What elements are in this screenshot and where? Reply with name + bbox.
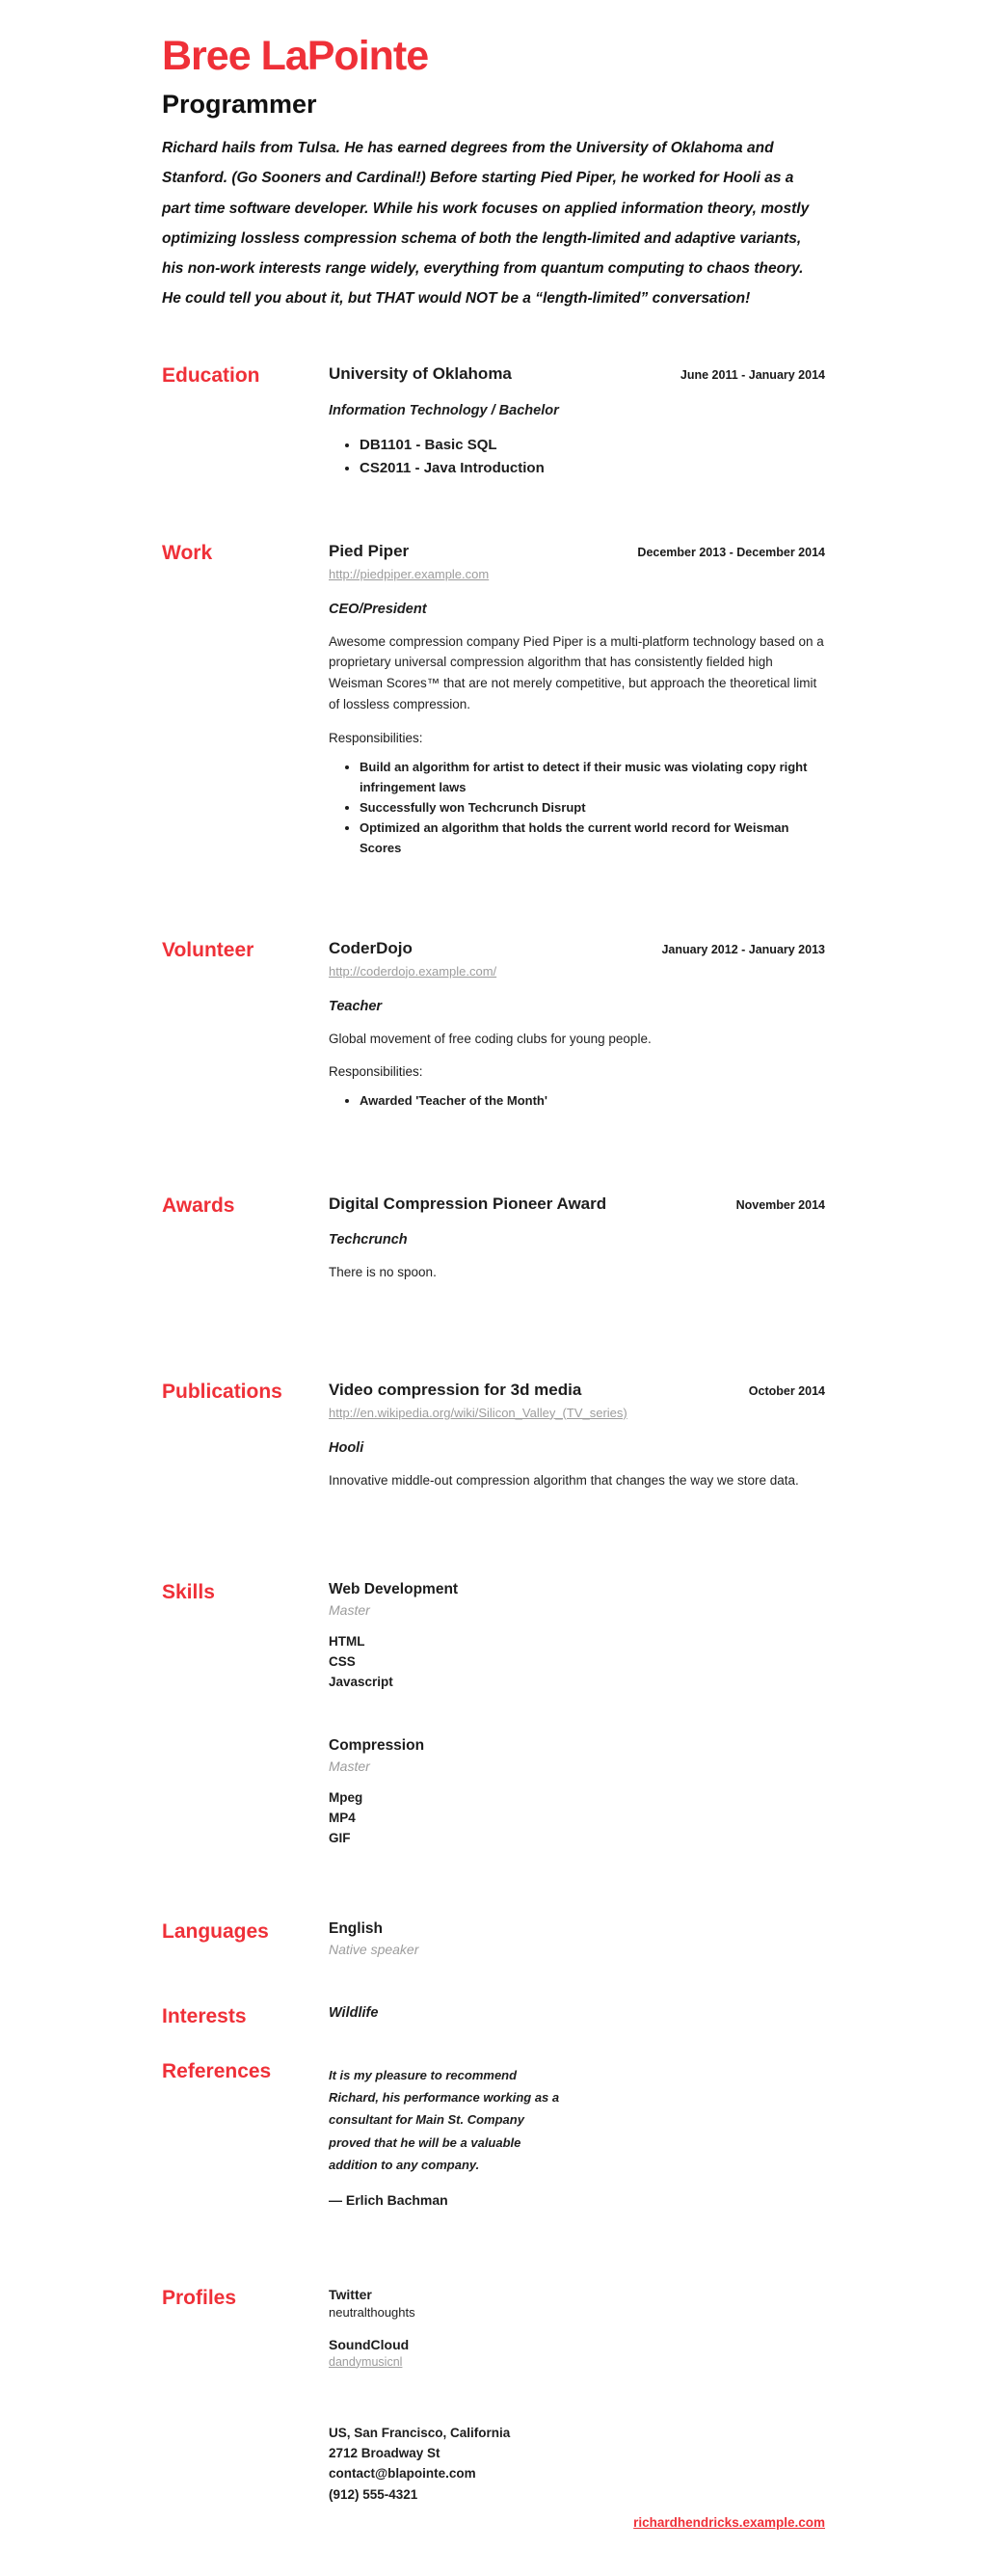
education-entry-head xyxy=(329,364,825,384)
profiles-body xyxy=(329,2287,825,2371)
award-awarder: Techcrunch xyxy=(329,1231,408,1248)
education-body xyxy=(329,364,825,480)
work-heading: Work xyxy=(162,542,213,565)
skills-body xyxy=(329,1581,825,1849)
award-summary: There is no spoon. xyxy=(329,1264,437,1279)
resume-page xyxy=(162,0,825,2576)
interest-name: Wildlife xyxy=(329,2004,379,2021)
course-item: • DB1101 - Basic SQL xyxy=(360,434,825,457)
skill-keywords xyxy=(329,1788,825,1849)
language-fluency: Native speaker xyxy=(329,1941,419,1957)
skill-keyword: Javascript xyxy=(329,1674,393,1689)
work-company: Pied Piper xyxy=(329,542,410,561)
website-link[interactable]: richardhendricks.example.com xyxy=(633,2514,825,2530)
profile-network: Twitter xyxy=(329,2286,372,2302)
education-heading: Education xyxy=(162,363,260,387)
contact-block xyxy=(329,2423,825,2505)
work-highlight: • Successfully won Techcrunch Disrupt xyxy=(360,797,825,818)
work-highlight-list xyxy=(329,757,825,858)
publication-publisher: Hooli xyxy=(329,1439,364,1456)
award-entry-head xyxy=(329,1194,825,1214)
volunteer-responsibilities-label: Responsibilities: xyxy=(329,1064,423,1080)
publication-date: October 2014 xyxy=(748,1384,825,1399)
publication-summary: Innovative middle-out compression algorithm that changes the way we store data. xyxy=(329,1472,799,1488)
reference-quote: It is my pleasure to recommend Richard, his performance working as a consultant for Main St. Company proved that he will be a valuable addition to any company. xyxy=(329,2067,560,2173)
website-row xyxy=(162,2514,825,2532)
section-education xyxy=(162,364,825,480)
volunteer-date: January 2012 - January 2013 xyxy=(661,943,825,957)
language-name: English xyxy=(329,1919,383,1937)
skill-keyword: CSS xyxy=(329,1653,356,1669)
skill-keyword: HTML xyxy=(329,1634,365,1650)
volunteer-highlight-list xyxy=(329,1090,825,1111)
volunteer-body xyxy=(329,939,825,1111)
section-skills xyxy=(162,1581,825,1849)
skill-group xyxy=(329,1737,825,1849)
work-date: December 2013 - December 2014 xyxy=(637,546,825,560)
work-highlight: • Optimized an algorithm that holds the current world record for Weisman Scores xyxy=(360,818,825,858)
skill-level: Master xyxy=(329,1602,370,1619)
contact-phone: (912) 555-4321 xyxy=(329,2486,418,2502)
course-item: • CS2011 - Java Introduction xyxy=(360,457,825,480)
section-volunteer xyxy=(162,939,825,1111)
profile-network: SoundCloud xyxy=(329,2336,410,2352)
section-interests xyxy=(162,2005,825,2027)
section-work xyxy=(162,542,825,858)
section-profiles xyxy=(162,2287,825,2371)
languages-body xyxy=(329,1920,825,1957)
volunteer-position: Teacher xyxy=(329,998,383,1014)
section-awards xyxy=(162,1194,825,1297)
volunteer-url-link[interactable]: http://coderdojo.example.com/ xyxy=(329,963,497,979)
skill-group xyxy=(329,1581,825,1693)
skill-name: Web Development xyxy=(329,1581,459,1598)
work-entry-head xyxy=(329,542,825,561)
section-references xyxy=(162,2060,825,2208)
awards-heading: Awards xyxy=(162,1194,235,1217)
volunteer-summary: Global movement of free coding clubs for young people. xyxy=(329,1031,652,1046)
profile-item-soundcloud xyxy=(329,2337,825,2371)
publications-heading: Publications xyxy=(162,1381,282,1404)
education-date: June 2011 - January 2014 xyxy=(680,367,825,382)
work-summary: Awesome compression company Pied Piper is a multi-platform technology based on a proprietary universal compression algorithm that has consistently fielded high Weisman Scores™ that are not merely competitive, but approach the theoretical limit of lossless compression. xyxy=(329,633,824,712)
references-heading: References xyxy=(162,2059,272,2082)
profiles-heading: Profiles xyxy=(162,2286,237,2309)
profile-summary: Richard hails from Tulsa. He has earned degrees from the University of Oklahoma and Stanford. (Go Sooners and Cardinal!) Before starting Pied Piper, he worked for Hooli as a part time software developer. While his work focuses on applied information theory, mostly optimizing lossless compression schema of both the length-limited and adaptive variants, his non-work interests range widely, everything from quantum computing to chaos theory. He could tell you about it, but THAT would NOT be a “length-limited” conversation! xyxy=(162,140,810,308)
person-name: Bree LaPointe xyxy=(162,33,429,79)
awards-body xyxy=(329,1194,825,1297)
skill-name: Compression xyxy=(329,1736,425,1754)
languages-heading: Languages xyxy=(162,1919,269,1943)
award-date: November 2014 xyxy=(735,1197,825,1212)
skill-keyword: GIF xyxy=(329,1830,351,1845)
education-institution: University of Oklahoma xyxy=(329,363,512,383)
publications-body xyxy=(329,1381,825,1504)
interests-heading: Interests xyxy=(162,2004,247,2027)
interests-body xyxy=(329,2005,825,2021)
work-position: CEO/President xyxy=(329,601,427,617)
resume-header xyxy=(162,33,825,314)
skill-keyword: MP4 xyxy=(329,1810,356,1825)
profile-username: neutralthoughts xyxy=(329,2304,415,2320)
skills-heading: Skills xyxy=(162,1581,215,1604)
references-body xyxy=(329,2060,825,2208)
work-responsibilities-label: Responsibilities: xyxy=(329,731,423,745)
profile-username-link[interactable]: dandymusicnl xyxy=(329,2354,403,2369)
person-job-title: Programmer xyxy=(162,90,317,119)
volunteer-highlight: • Awarded 'Teacher of the Month' xyxy=(360,1090,825,1111)
volunteer-heading: Volunteer xyxy=(162,939,254,962)
award-title: Digital Compression Pioneer Award xyxy=(329,1194,607,1213)
work-body xyxy=(329,542,825,858)
section-languages xyxy=(162,1920,825,1957)
contact-email: contact@blapointe.com xyxy=(329,2466,476,2482)
volunteer-organization: CoderDojo xyxy=(329,939,413,958)
section-publications xyxy=(162,1381,825,1504)
volunteer-entry-head xyxy=(329,939,825,958)
publication-url-link[interactable]: http://en.wikipedia.org/wiki/Silicon_Valley_(TV_series) xyxy=(329,1405,627,1420)
publication-title: Video compression for 3d media xyxy=(329,1381,582,1400)
work-highlight: • Build an algorithm for artist to detect if their music was violating copy right infringement laws xyxy=(360,757,825,797)
work-url-link[interactable]: http://piedpiper.example.com xyxy=(329,566,490,581)
education-study-area: Information Technology / Bachelor xyxy=(329,403,559,419)
contact-location: US, San Francisco, California xyxy=(329,2425,511,2440)
skill-keywords xyxy=(329,1632,825,1693)
skill-keyword: Mpeg xyxy=(329,1789,363,1805)
reference-name: — Erlich Bachman xyxy=(329,2191,448,2208)
publication-entry-head xyxy=(329,1381,825,1400)
profile-item-twitter xyxy=(329,2287,825,2320)
education-course-list xyxy=(329,434,825,480)
contact-address: 2712 Broadway St xyxy=(329,2445,440,2460)
skill-level: Master xyxy=(329,1758,370,1774)
